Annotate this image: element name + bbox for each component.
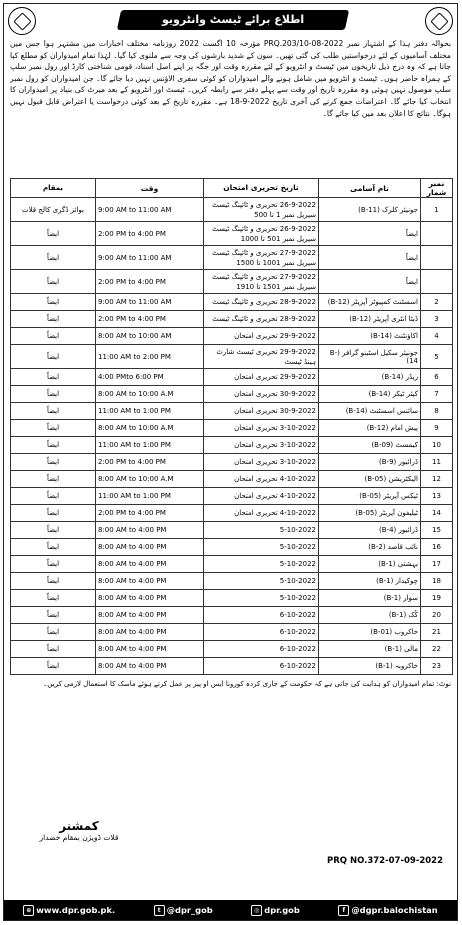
table-row [11,505,453,522]
cell-time: 2:00 PM to 4:00 PM [96,505,204,522]
cell-time: 8:00 AM to 4:00 PM [96,590,204,607]
cell-serial: 11 [421,454,453,471]
cell-post: الیکٹریشن (B-05) [319,471,421,488]
table-row [11,573,453,590]
cell-date: 6-10-2022 [204,658,319,675]
cell-date: 27-9-2022 تحریری و ٹائپنگ ٹیسٹ سیریل نمبر 1001 تا 1500 [204,246,319,270]
cell-post: اسسٹنٹ کمپیوٹر آپریٹر (B-12) [319,294,421,311]
notice-title: اطلاع برائے ٹیسٹ وانٹرویو [117,10,349,30]
cell-time: 2:00 PM to 4:00 PM [96,270,204,294]
cell-time: 9:00 AM to 11:00 AM [96,246,204,270]
cell-post: خاکروب (B-01) [319,624,421,641]
cell-post: جونیئر سکیل اسٹینو گرافر (B-14) [319,345,421,369]
cell-post: چوکیدار (B-1) [319,573,421,590]
cell-post: ایضاً [319,222,421,246]
cell-date: 26-9-2022 تحریری و ٹائپنگ ٹیسٹ سیریل نمبر 501 تا 1000 [204,222,319,246]
cell-serial: 9 [421,420,453,437]
cell-date: 5-10-2022 [204,556,319,573]
table-row [11,369,453,386]
cell-date: 28-9-2022 تحریری و ٹائپنگ ٹیسٹ [204,311,319,328]
cell-date: 30-9-2022 تحریری امتحان [204,386,319,403]
cell-post: ڈیٹا انٹری آپریٹر (B-12) [319,311,421,328]
cell-date: 6-10-2022 [204,607,319,624]
cell-post: کُک (B-1) [319,607,421,624]
table-row [11,222,453,246]
cell-place: ایضاً [11,328,96,345]
instagram-link[interactable]: ◎ dpr.gob [251,905,300,916]
cell-serial: 1 [421,198,453,222]
table-row [11,246,453,270]
signatory-title: کمشنر [59,819,99,833]
cell-time: 8:00 AM to 4:00 PM [96,641,204,658]
header-serial: نمبر شمار [421,179,453,198]
cell-post: کیمسٹ (B-09) [319,437,421,454]
cell-post: ٹیلیفون آپریٹر (B-05) [319,505,421,522]
cell-place: ایضاً [11,369,96,386]
cell-serial [421,270,453,294]
cell-post: ٹیکس آپریٹر (B-05) [319,488,421,505]
advertisement-page [3,3,458,921]
cell-post: سوار (B-1) [319,590,421,607]
cell-post: نائب قاصد (B-2) [319,539,421,556]
cell-post: ایضاً [319,246,421,270]
cell-place: ایضاً [11,641,96,658]
cell-time: 8:00 AM to 10:00 A.M [96,471,204,488]
table-row [11,641,453,658]
cell-time: 11:00 AM to 1:00 PM [96,403,204,420]
cell-post: خاکروبہ (B-1) [319,658,421,675]
cell-serial: 8 [421,403,453,420]
table-header-row [11,179,453,198]
signatory-office: قلات ڈویژن بمقام خضدار [39,833,119,842]
cell-serial: 15 [421,522,453,539]
cell-serial: 23 [421,658,453,675]
cell-time: 11:00 AM to 1:00 PM [96,488,204,505]
cell-date: 27-9-2022 تحریری و ٹائپنگ ٹیسٹ سیریل نمبر 1501 تا 1910 [204,270,319,294]
cell-serial: 5 [421,345,453,369]
cell-post: ڈرائیور (B-4) [319,522,421,539]
cell-place: ایضاً [11,454,96,471]
cell-date: 29-9-2022 تحریری امتحان [204,369,319,386]
cell-place: بوائز ڈگری کالج قلات [11,198,96,222]
cell-date: 28-9-2022 تحریری و ٹائپنگ ٹیسٹ [204,294,319,311]
cell-place: ایضاً [11,573,96,590]
table-row [11,624,453,641]
cell-place: ایضاً [11,471,96,488]
cell-time: 8:00 AM to 10:00 A.M [96,420,204,437]
facebook-link[interactable]: f @dgpr.balochistan [338,905,437,916]
government-emblem-icon [8,7,36,35]
cell-place: ایضاً [11,403,96,420]
cell-place: ایضاً [11,624,96,641]
cell-serial [421,222,453,246]
cell-post: ڈرائیور (B-9) [319,454,421,471]
cell-place: ایضاً [11,345,96,369]
cell-place: ایضاً [11,270,96,294]
table-row [11,488,453,505]
cell-date: 26-9-2022 تحریری و ٹائپنگ ٹیسٹ سیریل نمبر 1 تا 500 [204,198,319,222]
cell-time: 2:00 PM to 4:00 PM [96,311,204,328]
prq-number: PRQ NO.372-07-09-2022 [327,856,443,866]
cell-place: ایضاً [11,222,96,246]
cell-time: 8:00 AM to 4:00 PM [96,607,204,624]
cell-serial: 2 [421,294,453,311]
cell-time: 8:00 AM to 4:00 PM [96,556,204,573]
cell-date: 6-10-2022 [204,624,319,641]
table-row [11,294,453,311]
cell-serial: 20 [421,607,453,624]
table-row [11,607,453,624]
cell-date: 3-10-2022 تحریری امتحان [204,420,319,437]
table-row [11,345,453,369]
cell-place: ایضاً [11,522,96,539]
table-row [11,454,453,471]
table-row [11,311,453,328]
cell-serial: 4 [421,328,453,345]
cell-time: 8:00 AM to 4:00 PM [96,522,204,539]
cell-date: 5-10-2022 [204,522,319,539]
cell-date: 3-10-2022 تحریری امتحان [204,454,319,471]
cell-serial: 21 [421,624,453,641]
table-row [11,539,453,556]
table-row [11,437,453,454]
cell-serial: 6 [421,369,453,386]
cell-post: پیش امام (B-12) [319,420,421,437]
table-row [11,658,453,675]
schedule-table [10,178,453,675]
cell-time: 2:00 PM to 4:00 PM [96,222,204,246]
cell-date: 5-10-2022 [204,573,319,590]
header-date: تاریخ تحریری امتحان [204,179,319,198]
table-row [11,198,453,222]
table-row [11,403,453,420]
cell-post: سائنس اسسٹنٹ (B-14) [319,403,421,420]
cell-date: 6-10-2022 [204,641,319,658]
cell-place: ایضاً [11,539,96,556]
cell-time: 9:00 AM to 11:00 AM [96,198,204,222]
cell-place: ایضاً [11,386,96,403]
cell-serial [421,246,453,270]
cell-serial: 3 [421,311,453,328]
cell-time: 8:00 AM to 10:00 A.M [96,386,204,403]
cell-date: 4-10-2022 تحریری امتحان [204,471,319,488]
cell-place: ایضاً [11,556,96,573]
cell-date: 4-10-2022 تحریری امتحان [204,505,319,522]
cell-serial: 13 [421,488,453,505]
cell-post: اکاؤنٹنٹ (B-14) [319,328,421,345]
cell-time: 8:00 AM to 10:00 AM [96,328,204,345]
twitter-link[interactable]: t @dpr_gob [154,905,213,916]
instagram-icon: ◎ [251,905,262,916]
cell-time: 8:00 AM to 4:00 PM [96,658,204,675]
facebook-icon: f [338,905,349,916]
cell-post: ریڈر (B-14) [319,369,421,386]
cell-serial: 16 [421,539,453,556]
cell-date: 4-10-2022 تحریری امتحان [204,488,319,505]
cell-post: بہشتی (B-1) [319,556,421,573]
cell-date: 5-10-2022 [204,539,319,556]
cell-place: ایضاً [11,607,96,624]
table-row [11,420,453,437]
government-emblem-icon [425,7,453,35]
header-time: وقت [96,179,204,198]
table-row [11,328,453,345]
intro-paragraph: بحوالہ دفتر ہذا کے اشتہار نمبر PRQ.203/10-08-2022 مؤرخہ 10 اگست 2022 روزنامہ مختلف اخبارات میں مشتہر ہوا جس میں مختلف آسامیوں کے لئے درخواستیں طلب کی گئی تھیں۔ سون کے شدید بارشوں کی وجہ سے ملتوی کیا گیا۔ لہٰذا تمام امیدواران کو مطلع کیا جاتا ہے کہ وہ درج ذیل تاریخوں میں ٹیسٹ و انٹرویو کے لئے مقررہ وقت اور جگہ پر اپنے اصل اسناد، قومی شناختی کارڈ اور رول نمبر سلپ کے ہمراہ حاضر ہوں۔ ٹیسٹ و انٹرویو میں شامل ہونے والے امیدواران کو کوئی سفری الاؤنس نہیں دیا جائے گا۔ جن امیدواران کو رول نمبر سلپ موصول نہیں ہوئی وہ مقررہ تاریخ اور وقت سے پہلے دفتر سے رابطہ کریں۔ ٹیسٹ اور انٹرویو کے بعد میرٹ کی بنیاد پر امیدواران کا انتخاب کیا جائے گا۔ اعتراضات جمع کرنے کی آخری تاریخ 2022-9-18 ہے۔ مقررہ تاریخ کے بعد کوئی درخواست یا اعتراض قابل قبول نہیں ہوگا۔ نتائج کا اعلان بعد میں کیا جائے گا۔ [10,39,451,118]
cell-serial: 17 [421,556,453,573]
header [4,4,457,38]
cell-time: 8:00 AM to 4:00 PM [96,624,204,641]
header-post: نام آسامی [319,179,421,198]
cell-post: ایضاً [319,270,421,294]
cell-serial: 10 [421,437,453,454]
cell-place: ایضاً [11,437,96,454]
globe-icon: ⊕ [23,905,34,916]
cell-time: 8:00 AM to 4:00 PM [96,539,204,556]
cell-place: ایضاً [11,658,96,675]
cell-post: مالی (B-1) [319,641,421,658]
cell-serial: 19 [421,590,453,607]
header-place: بمقام [11,179,96,198]
cell-place: ایضاً [11,488,96,505]
cell-date: 29-9-2022 تحریری ٹیسٹ شارٹ ہینڈ ٹیسٹ [204,345,319,369]
footer-bar [4,900,457,920]
cell-time: 4:00 PMto 6:00 PM [96,369,204,386]
cell-date: 5-10-2022 [204,590,319,607]
twitter-icon: t [154,905,165,916]
cell-post: کیئر ٹیکر (B-14) [319,386,421,403]
cell-serial: 12 [421,471,453,488]
website-link[interactable]: ⊕ www.dpr.gob.pk. [23,905,115,916]
cell-serial: 14 [421,505,453,522]
cell-post: جونیئر کلرک (B-11) [319,198,421,222]
cell-serial: 18 [421,573,453,590]
footnote: نوٹ: تمام امیدواران کو ہدایت کی جاتی ہے کہ حکومت کے جاری کردہ کورونا ایس او پیز پر عمل کرتے ہوئے ماسک کا استعمال لازمی کریں۔ [43,680,451,688]
cell-place: ایضاً [11,590,96,607]
cell-time: 2:00 PM to 4:00 PM [96,454,204,471]
table-row [11,556,453,573]
cell-place: ایضاً [11,311,96,328]
cell-serial: 7 [421,386,453,403]
cell-date: 3-10-2022 تحریری امتحان [204,437,319,454]
signature-block [24,819,134,842]
cell-place: ایضاً [11,294,96,311]
cell-place: ایضاً [11,246,96,270]
cell-time: 11:00 AM to 1:00 PM [96,437,204,454]
cell-place: ایضاً [11,505,96,522]
cell-time: 11:00 AM to 2:00 PM [96,345,204,369]
table-row [11,386,453,403]
table-row [11,590,453,607]
table-row [11,471,453,488]
cell-time: 9:00 AM to 11:00 AM [96,294,204,311]
table-row [11,522,453,539]
cell-date: 30-9-2022 تحریری امتحان [204,403,319,420]
table-row [11,270,453,294]
cell-serial: 22 [421,641,453,658]
cell-place: ایضاً [11,420,96,437]
cell-date: 29-9-2022 تحریری امتحان [204,328,319,345]
cell-time: 8:00 AM to 4:00 PM [96,573,204,590]
